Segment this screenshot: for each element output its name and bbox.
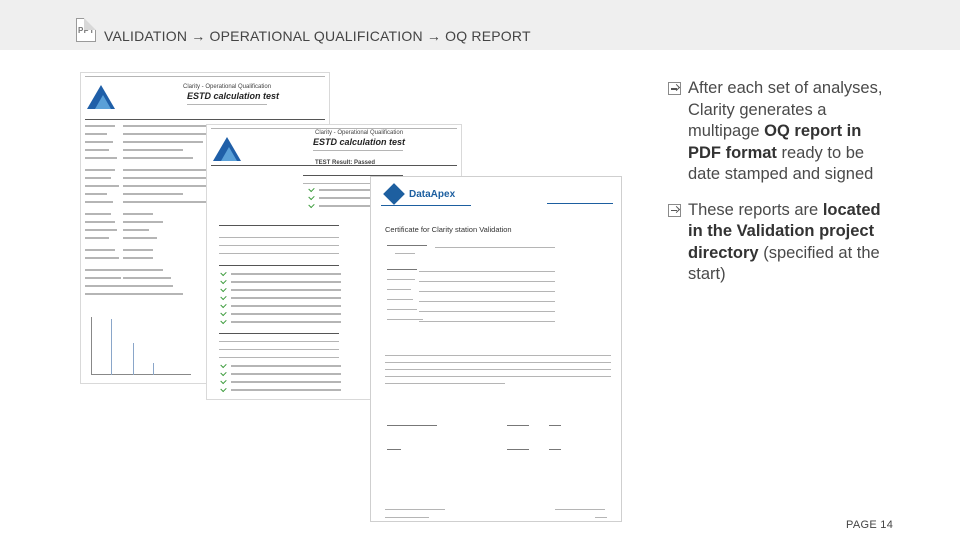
header-bar (0, 0, 960, 50)
page1-title: ESTD calculation test (187, 91, 280, 101)
bullet-item-report-generation (668, 78, 898, 186)
dataapex-logo-icon (383, 183, 405, 205)
chromatogram-chart (91, 317, 191, 375)
bullet-item-report-location (668, 200, 898, 286)
page2-subtitle: Clarity - Operational Qualification (315, 130, 404, 136)
bullet-text-1b: OQ report in PDF format (688, 122, 862, 162)
bullet-text-2a: These reports are (688, 200, 823, 219)
report-page-certificate (370, 176, 622, 522)
bullet-text-1c: ready to be date stamped and signed (688, 143, 874, 183)
certificate-title: Certificate for Clarity station Validation (385, 225, 512, 234)
bullet-text-2c: (specified at the start) (688, 243, 880, 283)
ppt-file-icon (76, 18, 96, 42)
ppt-icon-label: PPT (78, 26, 95, 35)
arrow-bullet-icon (668, 82, 681, 95)
page1-subtitle: Clarity - Operational Qualification (183, 84, 272, 90)
arrow-bullet-icon (668, 204, 681, 217)
bullet-text-2b: located in the Validation project directory (688, 200, 881, 262)
dataapex-brand: DataApex (409, 189, 456, 200)
bullet-list (668, 78, 898, 300)
bullet-text-1a: After each set of analyses, Clarity generates a multipage (688, 79, 883, 140)
breadcrumb: VALIDATION → OPERATIONAL QUALIFICATION → OQ REPORT (104, 28, 531, 44)
page2-title: ESTD calculation test (313, 137, 406, 147)
page2-result: TEST Result: Passed (315, 160, 376, 166)
page-number: PAGE 14 (846, 519, 894, 531)
